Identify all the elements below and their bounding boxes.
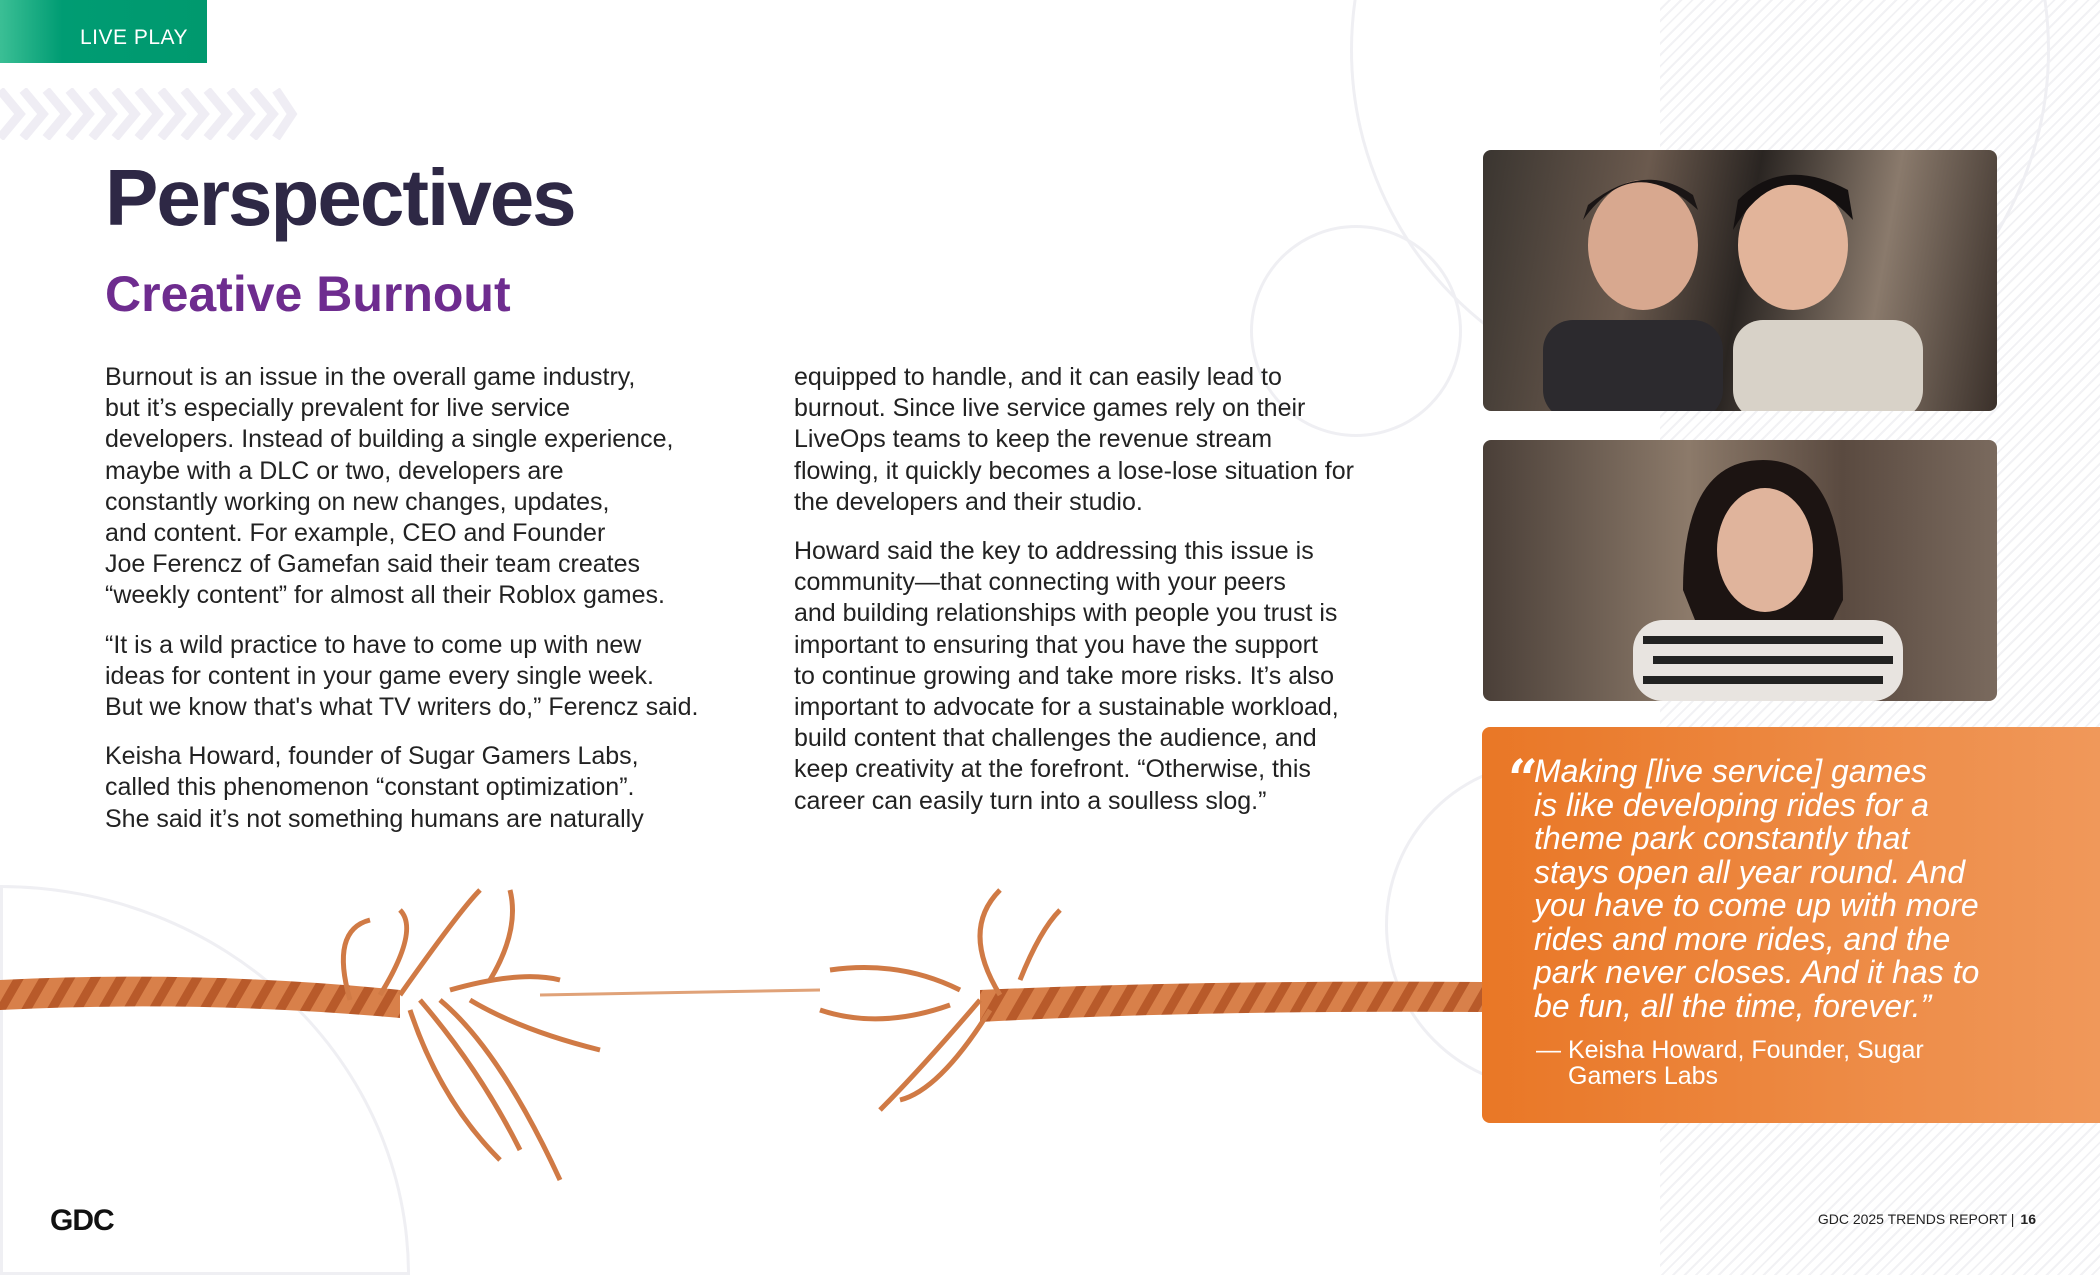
paragraph: equipped to handle, and it can easily lead to burnout. Since live service games rely on their LiveOps teams to keep the revenue stream flowing, it quickly becomes a lose-lose situation for the developers and their studio. xyxy=(794,363,1354,516)
quote-attribution: — Keisha Howard, Founder, Sugar Gamers Labs xyxy=(1536,1036,1924,1090)
person-photo-icon xyxy=(1483,440,1997,701)
footer-report-label xyxy=(1818,1211,2036,1227)
paragraph: “It is a wild practice to have to come up with new ideas for content in your game every single week. But we know that's what TV writers do,” Ferencz said. xyxy=(105,630,699,722)
frayed-rope-image xyxy=(0,870,1482,1200)
gdc-logo: GDC xyxy=(50,1204,114,1237)
paragraph: Howard said the key to addressing this issue is community—that connecting with your peers and building relationships with people you trust is important to ensuring that you have the support to continue growing and take more risks. It’s also important to advocate for a sustainable workload, build content that challenges the audience, and keep creativity at the forefront. “Otherwise, this career can easily turn into a soulless slog.” xyxy=(794,537,1339,815)
quote-mark-icon: “ xyxy=(1508,749,1538,810)
paragraph: Burnout is an issue in the overall game industry, but it’s especially prevalent for live service developers. Instead of building a single experience, maybe with a DLC or two, developers are constantly working on new changes, updates, and content. For example, CEO and Founder Joe Ferencz of Gamefan said their team creates “weekly content” for almost all their Roblox games. xyxy=(105,363,674,610)
section-tag xyxy=(0,0,207,63)
section-tag-label: LIVE PLAY xyxy=(79,25,188,49)
chevron-decoration-icon xyxy=(0,88,300,140)
photo-keisha-howard xyxy=(1483,440,1997,701)
section-subtitle: Creative Burnout xyxy=(105,266,511,322)
quote-text: Making [live service] games is like developing rides for a theme park constantly that stays open all year round. And you have to come up with more rides and more rides, and the park never closes. And it has to be fun, all the time, forever.” xyxy=(1534,753,1980,1024)
paragraph: Keisha Howard, founder of Sugar Gamers Labs, called this phenomenon “constant optimization”. She said it’s not something humans are naturally xyxy=(105,742,644,833)
pull-quote xyxy=(1482,727,2100,1123)
photo-conference-attendees xyxy=(1483,150,1997,411)
people-photo-icon xyxy=(1483,150,1997,411)
page-number: 16 xyxy=(2020,1211,2036,1227)
body-column-1 xyxy=(105,362,698,853)
report-name: GDC 2025 TRENDS REPORT | xyxy=(1817,1211,2015,1227)
body-column-2 xyxy=(794,362,1354,835)
page-title: Perspectives xyxy=(105,153,575,242)
